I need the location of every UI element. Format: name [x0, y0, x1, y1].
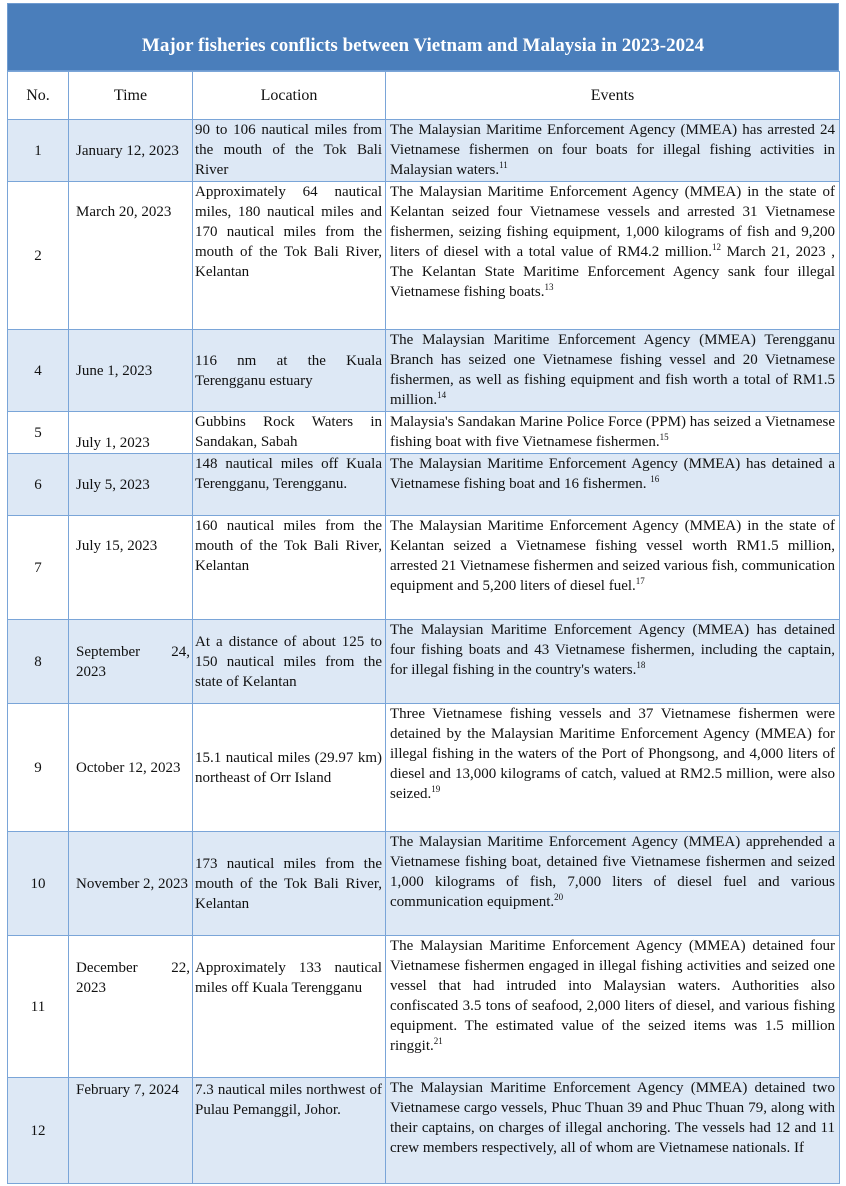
event-text: The Malaysian Maritime Enforcement Agency (MMEA) in the state of Kelantan seized a Vietnamese fishing vessel worth RM1.5 million, arrested 21 Vietnamese fishermen and seized various fish, communication equipment and 5,200 liters of diesel fuel.: [390, 518, 835, 594]
table-title: Major fisheries conflicts between Vietnam and Malaysia in 2023-2024: [7, 3, 839, 71]
table-row: [8, 412, 840, 454]
row-time: February 7, 2024: [69, 1078, 193, 1184]
event-text: The Malaysian Maritime Enforcement Agency (MMEA) detained four Vietnamese fishermen engaged in illegal fishing activities and seized one vessel that had intruded into Malaysian waters. Authorities also confiscated 3.5 tons of seafood, 2,000 liters of diesel, and various fishing equipment. The estimated value of the seized items was 1.5 million ringgit.: [390, 938, 835, 1054]
row-events: [386, 182, 840, 330]
footnote-ref: 15: [659, 432, 669, 442]
footnote-ref: 18: [636, 660, 646, 670]
table-row: [8, 182, 840, 330]
row-location: 148 nautical miles off Kuala Terengganu, Terengganu.: [193, 454, 386, 516]
row-time: July 15, 2023: [69, 516, 193, 620]
row-no: 6: [8, 454, 69, 516]
header-time: Time: [69, 72, 193, 120]
event-text-2: March 21, 2023 , The Kelantan State Maritime Enforcement Agency sank four illegal Vietnamese fishing boats.: [390, 244, 835, 300]
event-text: The Malaysian Maritime Enforcement Agency (MMEA) has detained a Vietnamese fishing boat and 16 fishermen.: [390, 456, 835, 492]
row-no: 1: [8, 120, 69, 182]
row-events: [386, 1078, 840, 1184]
footnote-ref: 20: [554, 892, 564, 902]
table-row: [8, 936, 840, 1078]
row-time: January 12, 2023: [69, 120, 193, 182]
row-events: [386, 704, 840, 832]
row-time: March 20, 2023: [69, 182, 193, 330]
row-time: July 5, 2023: [69, 454, 193, 516]
row-location: Approximately 64 nautical miles, 180 nautical miles and 170 nautical miles from the mouth of the Tok Bali River, Kelantan: [193, 182, 386, 330]
footnote-ref: 17: [635, 576, 645, 586]
row-location: 7.3 nautical miles northwest of Pulau Pemanggil, Johor.: [193, 1078, 386, 1184]
row-events: [386, 330, 840, 412]
table-row: [8, 704, 840, 832]
footnote-ref: 14: [437, 390, 447, 400]
row-location: 173 nautical miles from the mouth of the Tok Bali River, Kelantan: [193, 832, 386, 936]
event-text: The Malaysian Maritime Enforcement Agency (MMEA) Terengganu Branch has seized one Vietnamese fishing vessel and 20 Vietnamese fishermen, as well as fishing equipment and fish worth a total of RM1.5 million.: [390, 332, 835, 408]
footnote-ref: 19: [431, 784, 441, 794]
footnote-ref: 16: [650, 474, 660, 484]
row-no: 7: [8, 516, 69, 620]
row-location: At a distance of about 125 to 150 nautical miles from the state of Kelantan: [193, 620, 386, 704]
row-location: Gubbins Rock Waters in Sandakan, Sabah: [193, 412, 386, 454]
table-row: [8, 330, 840, 412]
table-row: [8, 516, 840, 620]
table-row: [8, 454, 840, 516]
header-row: [8, 72, 840, 120]
header-no: No.: [8, 72, 69, 120]
row-events: [386, 936, 840, 1078]
row-no: 10: [8, 832, 69, 936]
row-time: September 24, 2023: [69, 620, 193, 704]
row-no: 2: [8, 182, 69, 330]
footnote-ref: 12: [711, 242, 721, 252]
row-events: [386, 454, 840, 516]
row-no: 4: [8, 330, 69, 412]
table-row: [8, 120, 840, 182]
event-text: The Malaysian Maritime Enforcement Agency (MMEA) apprehended a Vietnamese fishing boat, detained five Vietnamese fishermen and seized 1,000 kilograms of fish, 7,000 liters of diesel fuel and various communication equipment.: [390, 834, 835, 910]
row-time: October 12, 2023: [69, 704, 193, 832]
conflicts-table-container: [7, 3, 839, 1184]
table-row: [8, 620, 840, 704]
table-row: [8, 832, 840, 936]
conflicts-table: [7, 71, 840, 1184]
event-text: The Malaysian Maritime Enforcement Agency (MMEA) has arrested 24 Vietnamese fishermen on four boats for illegal fishing activities in Malaysian waters.: [390, 122, 835, 178]
row-events: [386, 620, 840, 704]
row-time: June 1, 2023: [69, 330, 193, 412]
row-time: November 2, 2023: [69, 832, 193, 936]
row-events: [386, 832, 840, 936]
footnote-ref-2: 13: [544, 282, 554, 292]
row-time: December 22, 2023: [69, 936, 193, 1078]
row-location: 160 nautical miles from the mouth of the Tok Bali River, Kelantan: [193, 516, 386, 620]
row-no: 9: [8, 704, 69, 832]
row-location: Approximately 133 nautical miles off Kuala Terengganu: [193, 936, 386, 1078]
event-text: The Malaysian Maritime Enforcement Agency (MMEA) detained two Vietnamese cargo vessels, Phuc Thuan 39 and Phuc Thuan 79, along with their captains, on charges of illegal anchoring. The vessels had 12 and 11 crew members respectively, all of whom are Vietnamese nationals. If: [390, 1080, 835, 1156]
row-no: 11: [8, 936, 69, 1078]
row-no: 5: [8, 412, 69, 454]
row-location: 15.1 nautical miles (29.97 km) northeast of Orr Island: [193, 704, 386, 832]
footnote-ref: 11: [499, 160, 508, 170]
table-row: [8, 1078, 840, 1184]
footnote-ref: 21: [433, 1036, 443, 1046]
event-text: The Malaysian Maritime Enforcement Agency (MMEA) has detained four fishing boats and 43 Vietnamese fishermen, including the captain, for illegal fishing in the country's waters.: [390, 622, 835, 678]
row-no: 12: [8, 1078, 69, 1184]
row-location: 90 to 106 nautical miles from the mouth of the Tok Bali River: [193, 120, 386, 182]
header-location: Location: [193, 72, 386, 120]
row-location: 116 nm at the Kuala Terengganu estuary: [193, 330, 386, 412]
row-events: [386, 412, 840, 454]
event-text: Malaysia's Sandakan Marine Police Force (PPM) has seized a Vietnamese fishing boat with five Vietnamese fishermen.: [390, 414, 835, 450]
row-events: [386, 516, 840, 620]
row-no: 8: [8, 620, 69, 704]
row-time: July 1, 2023: [69, 412, 193, 454]
row-events: [386, 120, 840, 182]
event-text: The Malaysian Maritime Enforcement Agency (MMEA) in the state of Kelantan seized four Vietnamese vessels and arrested 31 Vietnamese fishermen, seizing fishing equipment, 1,000 kilograms of fish and 9,200 liters of diesel with a total value of RM4.2 million.: [390, 184, 835, 260]
header-events: Events: [386, 72, 840, 120]
event-text: Three Vietnamese fishing vessels and 37 Vietnamese fishermen were detained by the Malaysian Maritime Enforcement Agency (MMEA) for illegal fishing in the waters of the Port of Phongsong, and 4,000 liters of diesel and 13,000 kilograms of catch, valued at RM2.5 million, were also seized.: [390, 706, 835, 802]
